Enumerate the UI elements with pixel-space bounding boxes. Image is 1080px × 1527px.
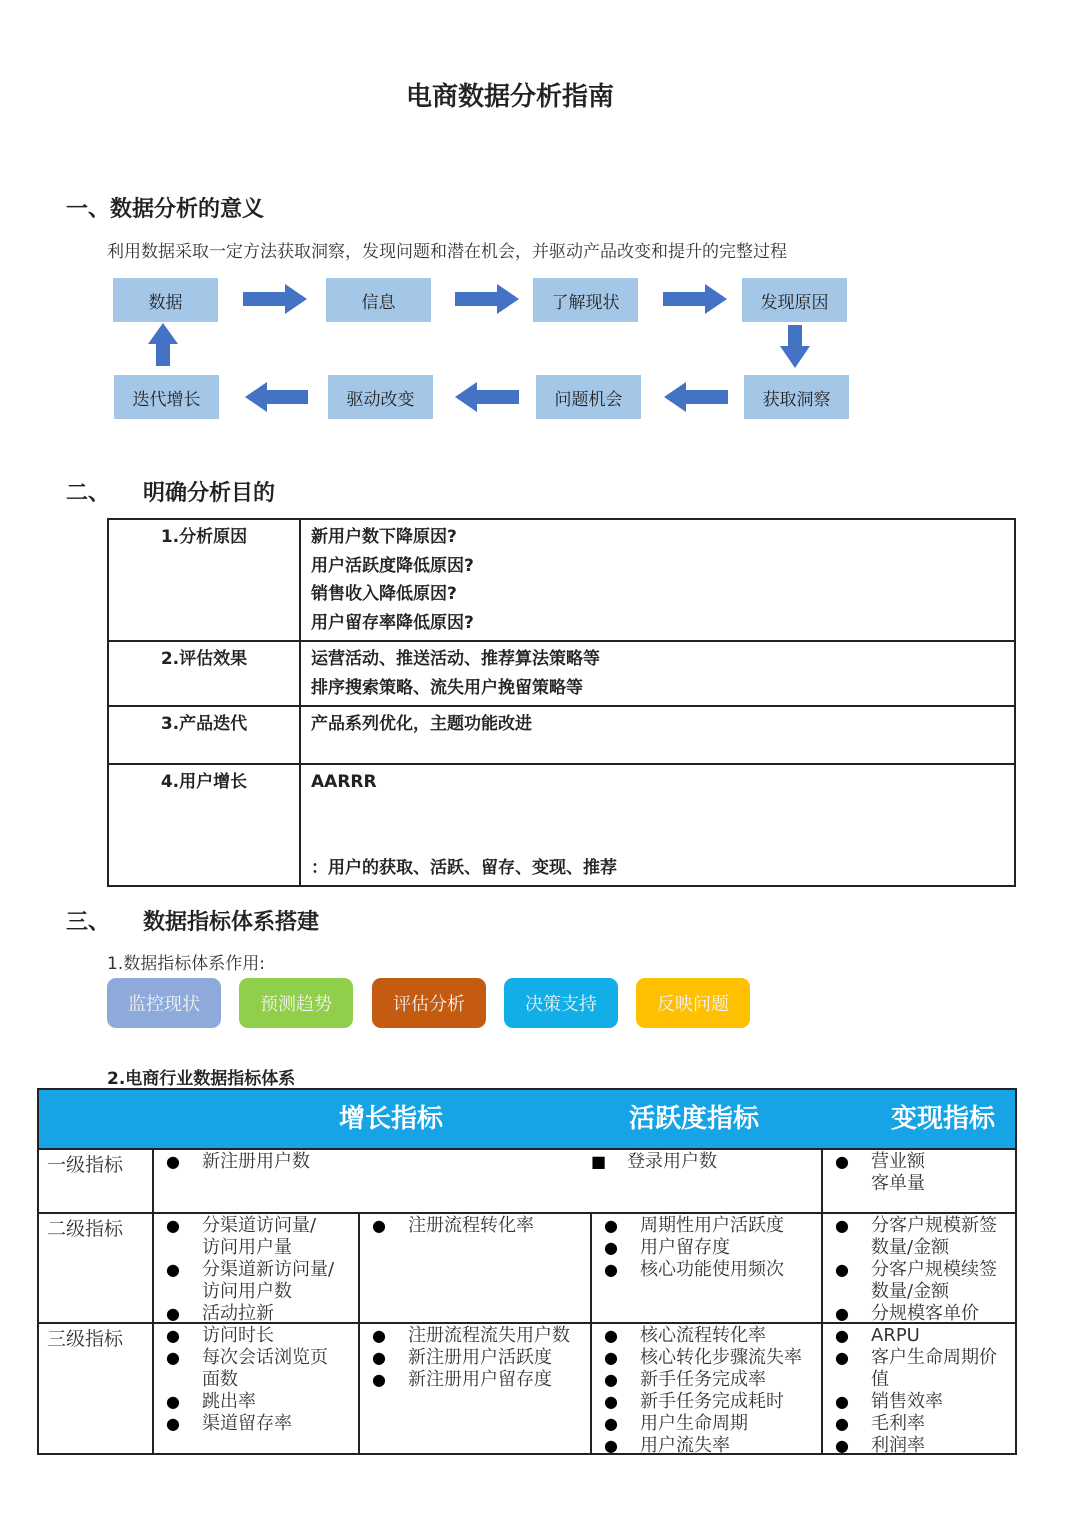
metric-item xyxy=(360,1347,570,1369)
row-line: 排序搜索策略、流失用户挽留策略等 xyxy=(311,677,583,698)
table-row xyxy=(108,706,1015,764)
metric-text: 毛利率 xyxy=(871,1413,925,1434)
role-forecast: 预测趋势 xyxy=(239,978,353,1028)
metric-text: 分规模客单价 xyxy=(871,1303,979,1324)
arrow-right-icon xyxy=(243,284,307,314)
metric-item xyxy=(823,1391,997,1413)
level1-growth xyxy=(154,1151,310,1173)
flow-box-cause: 发现原因 xyxy=(742,278,847,322)
bullet-icon: ● xyxy=(166,1260,180,1279)
section1-heading: 一、数据分析的意义 xyxy=(66,197,265,222)
row-value xyxy=(300,764,1015,886)
metric-text: 登录用户数 xyxy=(627,1151,717,1172)
metric-item xyxy=(823,1413,997,1435)
role-decision: 决策支持 xyxy=(504,978,618,1028)
level2-activity xyxy=(592,1215,784,1281)
metric-item xyxy=(823,1259,997,1303)
section2-heading: 明确分析目的 xyxy=(143,481,276,506)
metric-item xyxy=(823,1435,997,1457)
level3-monetization xyxy=(823,1325,997,1457)
metric-item xyxy=(154,1151,310,1173)
level3-growth-b xyxy=(360,1325,570,1391)
metric-item xyxy=(154,1215,334,1259)
bullet-icon: ● xyxy=(166,1152,180,1171)
metric-text: 用户生命周期 xyxy=(640,1413,748,1434)
metric-text: 新注册用户数 xyxy=(202,1151,310,1172)
role-evaluate: 评估分析 xyxy=(372,978,486,1028)
bullet-icon: ● xyxy=(372,1370,386,1389)
bullet-icon: ● xyxy=(835,1348,849,1367)
row-value xyxy=(300,641,1015,706)
metric-item xyxy=(592,1413,802,1435)
row-line: 运营活动、推送活动、推荐算法策略等 xyxy=(311,649,600,669)
metric-item xyxy=(592,1325,802,1347)
metric-text: 渠道留存率 xyxy=(202,1413,292,1434)
arrow-right-icon xyxy=(663,284,727,314)
metric-item xyxy=(360,1215,534,1237)
metric-text: 新手任务完成率 xyxy=(640,1369,766,1390)
section3-number: 三、 xyxy=(66,910,111,935)
level3-growth-a xyxy=(154,1325,328,1435)
metric-text: 核心功能使用频次 xyxy=(640,1259,784,1280)
metrics-header xyxy=(39,1090,1015,1150)
metric-text: 新注册用户留存度 xyxy=(408,1369,552,1390)
bullet-icon: ● xyxy=(835,1304,849,1323)
section1-subtitle: 利用数据采取一定方法获取洞察，发现问题和潜在机会，并驱动产品改变和提升的完整过程 xyxy=(107,242,787,262)
metric-item xyxy=(823,1151,925,1173)
metric-item xyxy=(154,1325,328,1347)
metric-text: 活动拉新 xyxy=(202,1303,274,1324)
metric-item xyxy=(823,1303,997,1325)
metric-text: 访问时长 xyxy=(202,1325,274,1346)
bullet-icon: ● xyxy=(835,1216,849,1235)
metric-item xyxy=(154,1259,334,1303)
row-value xyxy=(300,706,1015,764)
bullet-icon: ● xyxy=(835,1436,849,1455)
row-value xyxy=(300,519,1015,641)
metric-text: 注册流程转化率 xyxy=(408,1215,534,1236)
metric-item xyxy=(592,1369,802,1391)
flow-arrows xyxy=(0,0,1080,440)
flow-box-opportunity: 问题机会 xyxy=(536,375,641,419)
row-label-level3: 三级指标 xyxy=(47,1328,124,1350)
metric-text: 每次会话浏览页 面数 xyxy=(202,1347,328,1390)
row-line: 销售收入降低原因? xyxy=(311,584,457,604)
metric-text: 利润率 xyxy=(871,1435,925,1456)
metric-item xyxy=(823,1347,997,1391)
metric-item xyxy=(154,1303,334,1325)
bullet-icon: ● xyxy=(166,1216,180,1235)
bullet-icon: ● xyxy=(835,1260,849,1279)
metric-item xyxy=(592,1237,784,1259)
role-reflect: 反映问题 xyxy=(636,978,750,1028)
metric-text: 营业额 xyxy=(871,1151,925,1172)
metric-item xyxy=(154,1413,328,1435)
row-line xyxy=(311,797,1004,826)
metric-item xyxy=(592,1391,802,1413)
level1-activity xyxy=(579,1151,717,1173)
table-row xyxy=(108,519,1015,641)
bullet-icon: ● xyxy=(835,1326,849,1345)
row-line: 用户留存率降低原因? xyxy=(311,612,474,633)
metric-item xyxy=(154,1347,328,1391)
row-line: ：用户的获取、活跃、留存、变现、推荐 xyxy=(311,857,617,878)
bullet-icon: ● xyxy=(835,1392,849,1411)
metric-item xyxy=(592,1215,784,1237)
bullet-icon: ● xyxy=(604,1436,618,1455)
bullet-icon: ● xyxy=(835,1414,849,1433)
row-key: 3.产品迭代 xyxy=(108,706,300,764)
arrow-left-icon xyxy=(455,382,519,412)
bullet-icon: ● xyxy=(604,1238,618,1257)
metric-text: 用户流失率 xyxy=(640,1435,730,1456)
bullet-icon: ● xyxy=(166,1348,180,1367)
metric-item xyxy=(592,1347,802,1369)
flow-box-insight: 获取洞察 xyxy=(744,375,849,419)
bullet-icon: ● xyxy=(835,1152,849,1171)
bullet-icon: ● xyxy=(166,1304,180,1323)
row-label-level2: 二级指标 xyxy=(47,1218,124,1240)
table-row xyxy=(108,764,1015,886)
level1-monetization xyxy=(823,1151,925,1195)
table-row xyxy=(108,641,1015,706)
metric-item xyxy=(579,1151,717,1173)
row-line: 产品系列优化，主题功能改进 xyxy=(311,714,532,734)
document-title: 电商数据分析指南 xyxy=(405,82,614,112)
bullet-icon: ● xyxy=(166,1326,180,1345)
level2-growth-a xyxy=(154,1215,334,1325)
bullet-icon: ● xyxy=(604,1348,618,1367)
header-monetization: 变现指标 xyxy=(891,1104,996,1134)
arrow-up-icon xyxy=(148,323,178,366)
bullet-icon: ● xyxy=(604,1392,618,1411)
metrics-table xyxy=(37,1088,1017,1455)
metric-item xyxy=(592,1435,802,1457)
metric-text: 用户留存度 xyxy=(640,1237,730,1258)
metric-item xyxy=(592,1259,784,1281)
row-key: 1.分析原因 xyxy=(108,519,300,641)
bullet-icon: ● xyxy=(604,1216,618,1235)
bullet-icon: ● xyxy=(372,1216,386,1235)
metric-text: 分客户规模续签 数量/金额 xyxy=(871,1259,997,1302)
flow-box-data: 数据 xyxy=(113,278,218,322)
arrow-right-icon xyxy=(455,284,519,314)
metric-item xyxy=(823,1215,997,1259)
flow-box-drive-change: 驱动改变 xyxy=(328,375,433,419)
arrow-left-icon xyxy=(664,382,728,412)
level2-monetization xyxy=(823,1215,997,1325)
bullet-icon: ● xyxy=(166,1392,180,1411)
system-label: 2.电商行业数据指标体系 xyxy=(107,1069,296,1089)
metric-item xyxy=(154,1391,328,1413)
metric-text: 销售效率 xyxy=(871,1391,943,1412)
metric-text: 注册流程流失用户数 xyxy=(408,1325,570,1346)
bullet-icon: ● xyxy=(604,1414,618,1433)
metric-item xyxy=(823,1325,997,1347)
row-line xyxy=(311,825,1004,854)
row-line: 新用户数下降原因? xyxy=(311,527,457,547)
square-bullet-icon: ■ xyxy=(591,1152,607,1171)
bullet-icon: ● xyxy=(604,1370,618,1389)
divider xyxy=(39,1212,1015,1214)
metric-text: 分渠道访问量/ 访问用户量 xyxy=(202,1215,317,1258)
metric-text: 分渠道新访问量/ 访问用户数 xyxy=(202,1259,335,1302)
row-key: 2.评估效果 xyxy=(108,641,300,706)
metric-text: 客单量 xyxy=(871,1173,925,1194)
row-key: 4.用户增长 xyxy=(108,764,300,886)
metric-text: 周期性用户活跃度 xyxy=(640,1215,784,1236)
bullet-icon: ● xyxy=(372,1326,386,1345)
role-monitor: 监控现状 xyxy=(107,978,221,1028)
analysis-purpose-table xyxy=(107,518,1016,887)
flow-box-info: 信息 xyxy=(326,278,431,322)
bullet-icon: ● xyxy=(372,1348,386,1367)
metric-text: 核心流程转化率 xyxy=(640,1325,766,1346)
metric-item xyxy=(360,1325,570,1347)
row-line: AARRR xyxy=(311,772,377,792)
section3-heading: 数据指标体系搭建 xyxy=(143,910,320,935)
flow-box-iterate: 迭代增长 xyxy=(114,375,219,419)
metric-item xyxy=(823,1173,925,1195)
metric-text: 分客户规模新签 数量/金额 xyxy=(871,1215,997,1258)
metric-text: 新注册用户活跃度 xyxy=(408,1347,552,1368)
metric-text: 跳出率 xyxy=(202,1391,256,1412)
metric-item xyxy=(360,1369,570,1391)
header-growth: 增长指标 xyxy=(339,1104,444,1134)
level3-activity xyxy=(592,1325,802,1457)
roles-label: 1.数据指标体系作用: xyxy=(107,954,265,974)
metric-text: ARPU xyxy=(871,1325,920,1346)
row-label-level1: 一级指标 xyxy=(47,1154,124,1176)
row-line: 用户活跃度降低原因? xyxy=(311,555,474,576)
bullet-icon: ● xyxy=(604,1260,618,1279)
section2-number: 二、 xyxy=(66,481,111,506)
header-activity: 活跃度指标 xyxy=(629,1104,760,1134)
level2-growth-b xyxy=(360,1215,534,1237)
metric-text: 核心转化步骤流失率 xyxy=(640,1347,802,1368)
bullet-icon: ● xyxy=(604,1326,618,1345)
bullet-icon: ● xyxy=(166,1414,180,1433)
metric-text: 新手任务完成耗时 xyxy=(640,1391,784,1412)
flow-box-status: 了解现状 xyxy=(533,278,638,322)
arrow-down-icon xyxy=(780,325,810,368)
arrow-left-icon xyxy=(245,382,308,412)
metric-text: 客户生命周期价 值 xyxy=(871,1347,997,1390)
